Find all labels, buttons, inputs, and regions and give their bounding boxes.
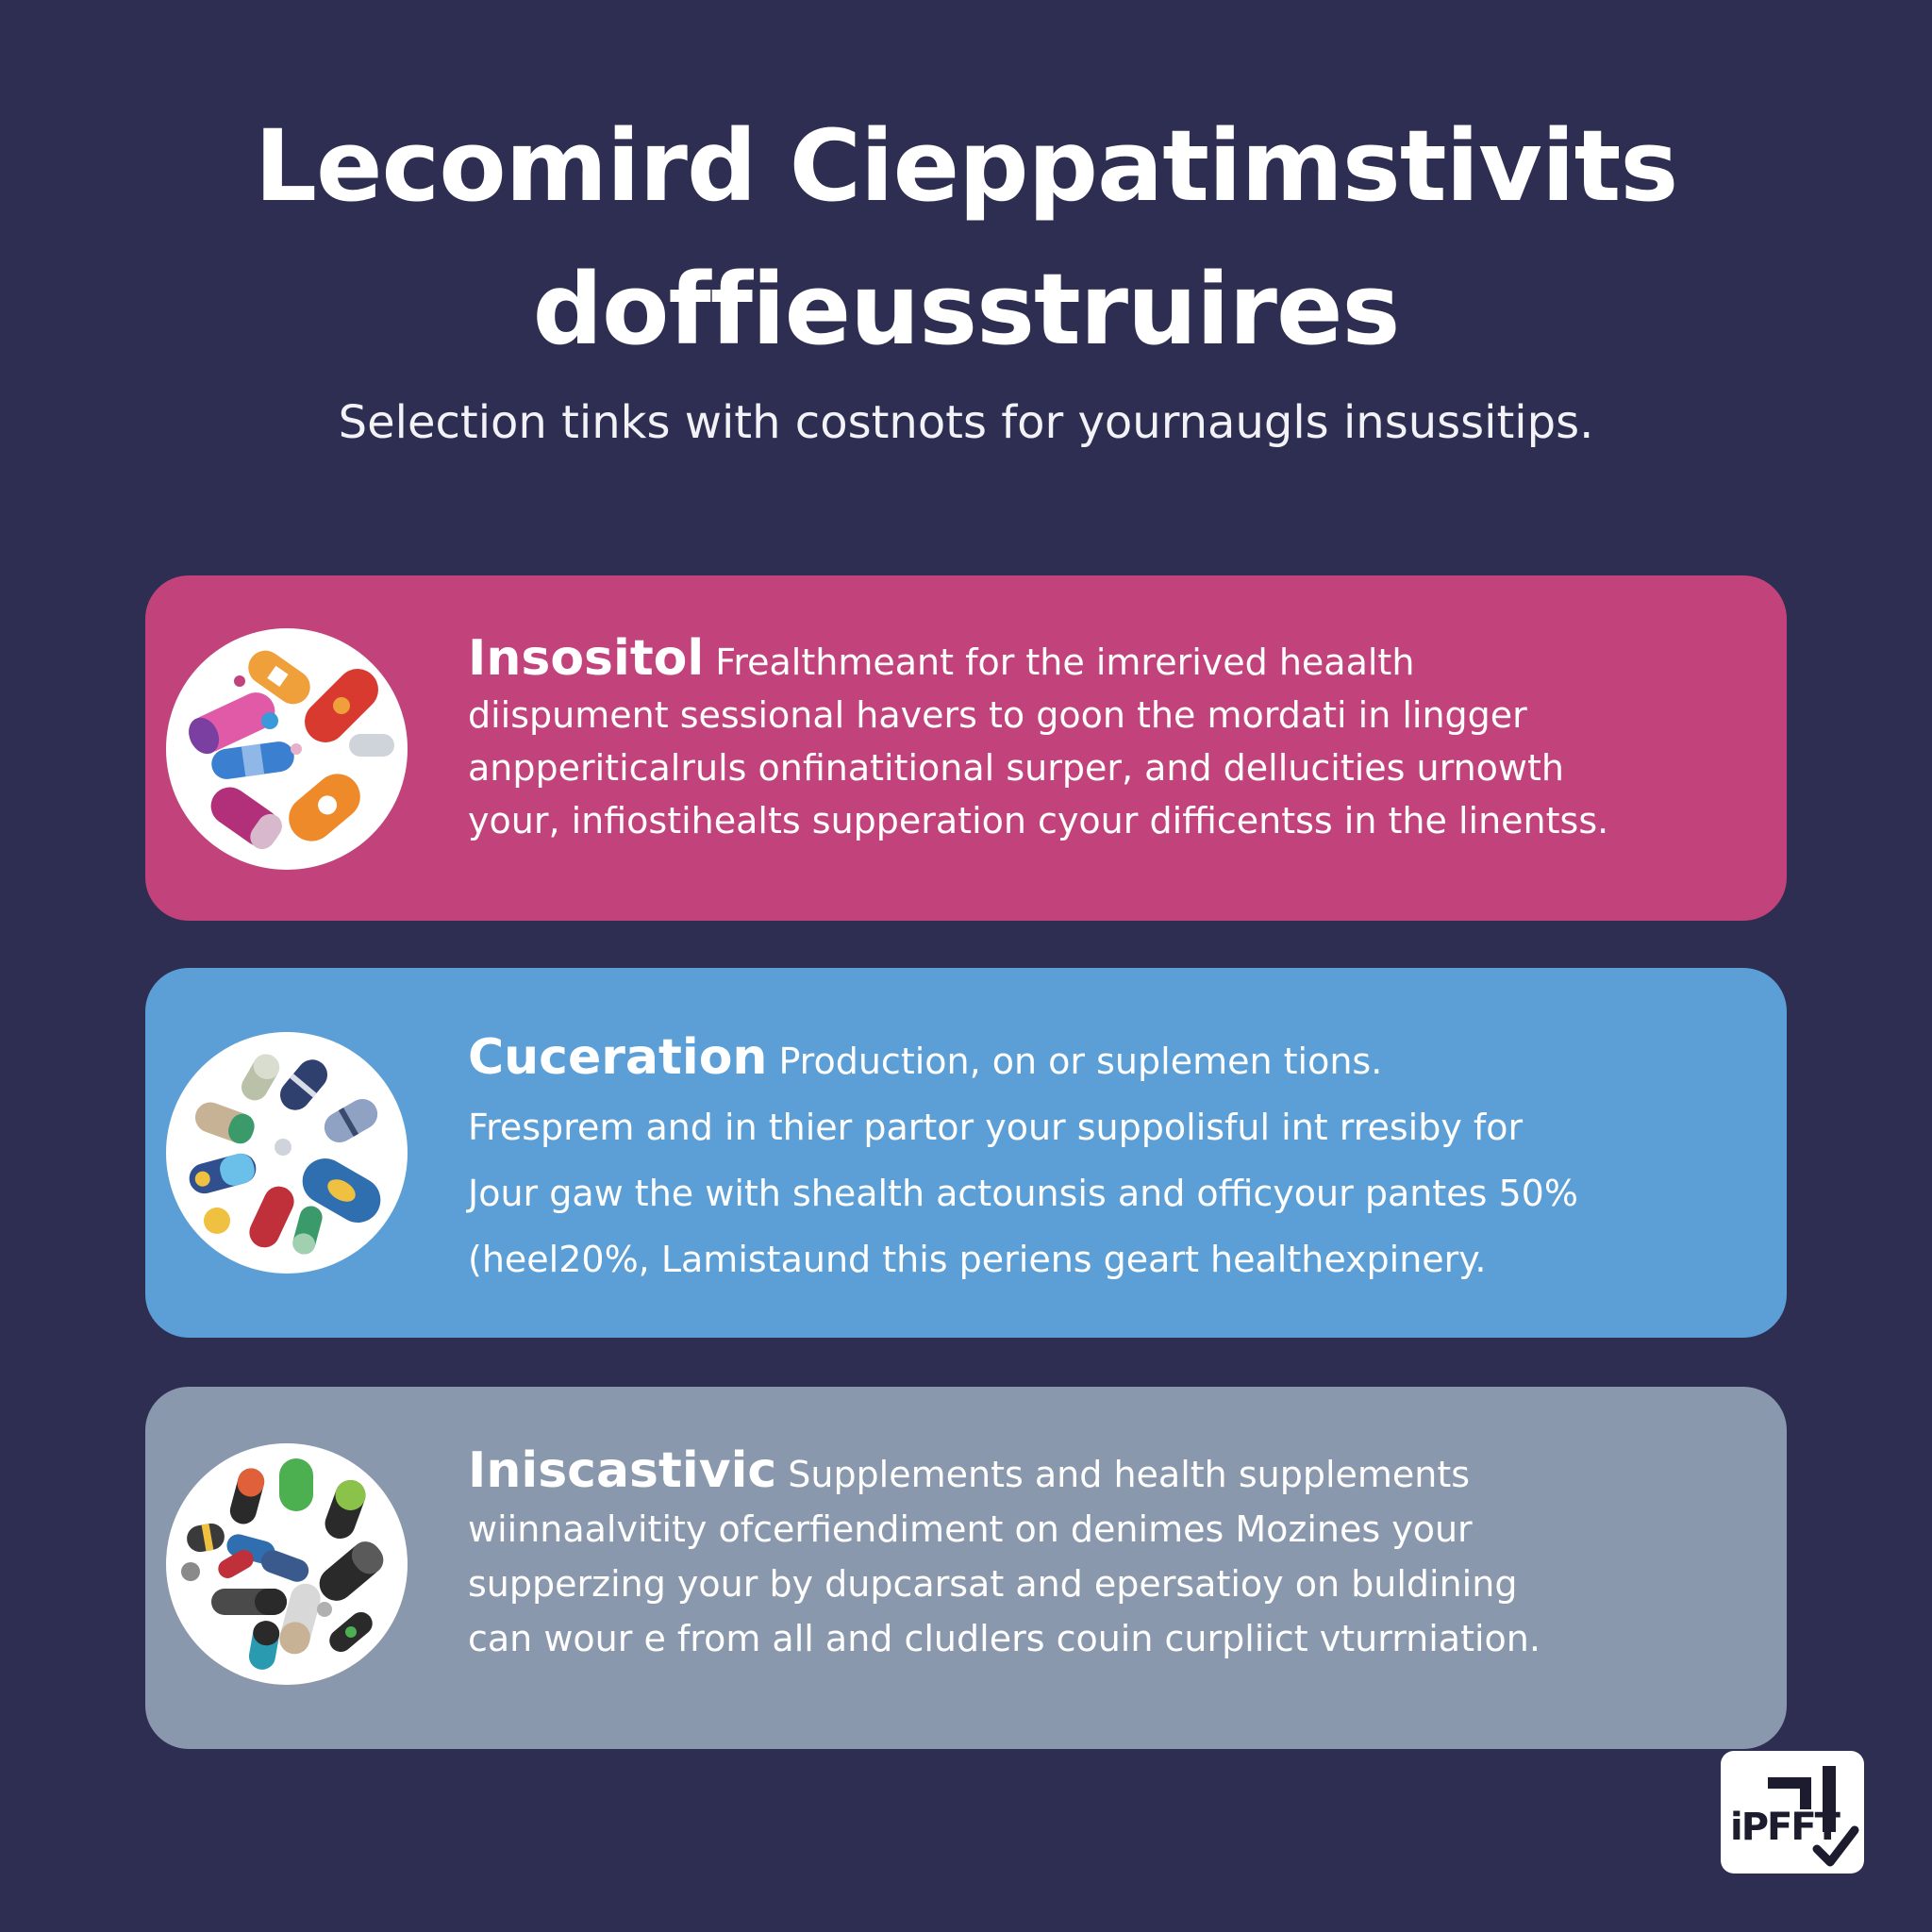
card-description-line: (heel20%, Lamistaund this periens geart healthexpinery. [468,1239,1487,1280]
card-cuceration [145,968,1787,1338]
title-line-2: doffieusstruires [532,252,1400,367]
card-description-line: can wour e from all and cludlers couin curpliict vturrniation. [468,1618,1541,1659]
supplements-icon [166,1443,408,1685]
card-description-line: Supplements and health supplements [788,1454,1471,1495]
card-name: Iniscastivic [468,1442,777,1499]
brand-logo-text: iPFFT [1730,1806,1839,1849]
card-name: Insositol [468,630,705,687]
page-subtitle: Selection tinks with costnots for yournaugls insussitips. [338,396,1594,449]
card-iniscastivic [145,1387,1787,1749]
card-description-line: Jour gaw the with shealth actounsis and officyour pantes 50% [468,1173,1578,1214]
card-description-line: supperzing your by dupcarsat and epersatioy on buldining [468,1563,1518,1605]
card-description-line: your, infiostihealts supperation cyour difficentss in the linentss. [468,800,1609,841]
capsules-icon [166,628,408,870]
card-description-line: anpperiticalruls onfinatitional surper, and dellucities urnowth [468,747,1564,789]
title-line-1: Lecomird Cieppatimstivits [254,108,1678,224]
card-description-line: Fresprem and in thier partor your suppolisful int rresiby for [468,1107,1524,1148]
card-insositol [145,575,1787,921]
pills-icon [166,1032,408,1274]
card-description-line: Frealthmeant for the imrerived heaalth [715,641,1415,683]
page-title [0,94,1932,381]
card-description-line: Production, on or suplemen tions. [778,1041,1383,1082]
card-description-line: diispument sessional havers to goon the mordati in lingger [468,694,1527,736]
brand-logo [1721,1751,1864,1874]
card-name: Cuceration [468,1029,768,1086]
card-description-line: wiinnaalvitity ofcerfiendiment on denimes Mozines your [468,1508,1473,1550]
